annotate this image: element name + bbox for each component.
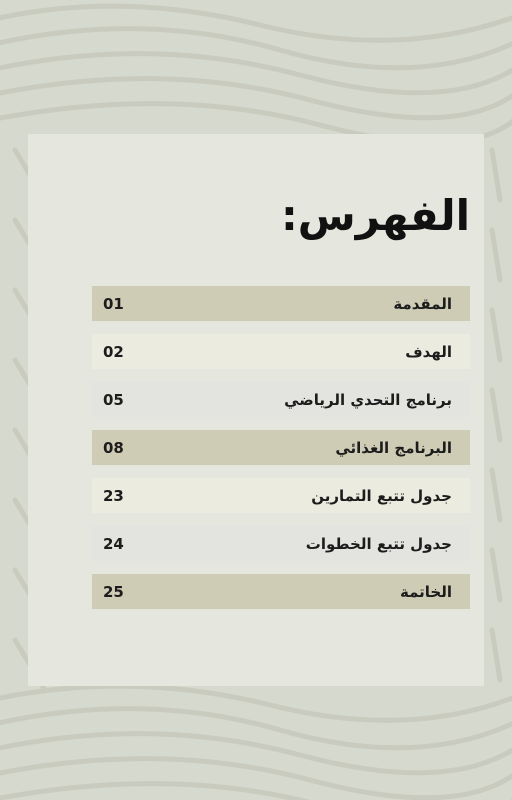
toc-row (92, 334, 470, 369)
toc-row (92, 430, 470, 465)
page-title: الفهرس: (281, 191, 470, 240)
toc-entry-label: الخاتمة (399, 582, 452, 601)
toc-entry-label: جدول تتبع الخطوات (305, 534, 452, 553)
toc-page-number: 05 (103, 390, 124, 409)
toc-page-number: 01 (103, 294, 124, 313)
toc-entry-label: الهدف (405, 342, 452, 361)
toc-entry-label: جدول تتبع التمارين (311, 486, 452, 505)
toc-entry-label: المقدمة (393, 294, 452, 313)
toc-row (92, 478, 470, 513)
toc-row (92, 286, 470, 321)
toc-entry-label: برنامج التحدي الرياضي (284, 390, 452, 409)
toc-row (92, 574, 470, 609)
table-of-contents (92, 286, 470, 622)
toc-row (92, 382, 470, 417)
toc-page-number: 25 (103, 582, 124, 601)
toc-page-number: 08 (103, 438, 124, 457)
toc-row (92, 526, 470, 561)
toc-page-number: 24 (103, 534, 124, 553)
toc-entry-label: البرنامج الغذائي (335, 438, 452, 457)
toc-page-number: 02 (103, 342, 124, 361)
toc-page-number: 23 (103, 486, 124, 505)
